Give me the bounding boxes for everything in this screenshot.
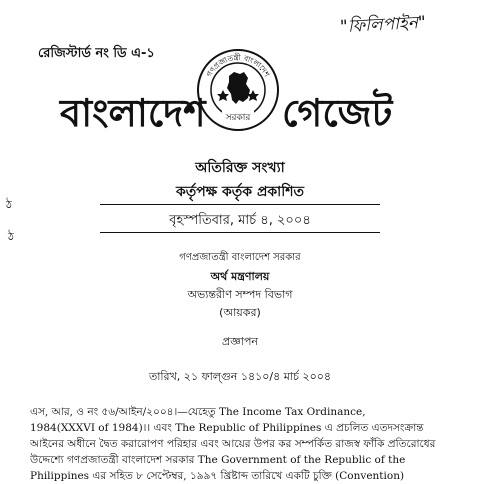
emblem-outer-text: গণপ্রজাতন্ত্রী বাংলাদেশ — [204, 52, 272, 79]
registration-number: রেজিস্টার্ড নং ডি এ-১ — [38, 46, 155, 61]
body-line: উদ্দেশ্যে গণপ্রজাতন্ত্রী বাংলাদেশ সরকার The Government of the Republic of the — [30, 454, 406, 466]
date-bottom-rule — [100, 232, 380, 233]
emblem-bottom-text: সরকার — [225, 113, 251, 123]
margin-mark: ঠ — [8, 230, 14, 243]
notification-body — [30, 404, 450, 484]
ministry-name: অর্থ মন্ত্রণালয় — [210, 270, 270, 283]
body-line: 1984(XXXVI of 1984)।। এবং The Republic of Philippines এ প্রচলিত এতদসংক্রান্ত — [30, 422, 424, 434]
notification-heading: প্রজ্ঞাপন — [222, 335, 258, 348]
bangladesh-emblem-icon — [196, 48, 280, 132]
margin-mark: ঠ — [6, 198, 12, 211]
extra-issue-label: অতিরিক্ত সংখ্যা — [195, 160, 285, 176]
published-by-label: কর্তৃপক্ষ কর্তৃক প্রকাশিত — [175, 184, 305, 200]
handwritten-note: "ফিলিপাইন" — [339, 12, 427, 38]
income-tax-label: (আয়কর) — [219, 306, 261, 319]
body-line: Philippines এর সহিত ৮ সেপ্টেম্বর, ১৯৯৭ খ্রিষ্টাব্দ তারিখে একটি চুক্তি (Convention) — [30, 470, 405, 482]
date-top-rule — [100, 204, 380, 205]
body-line: এস, আর, ও নং ৫৬/আইন/২০০৪।—যেহেতু The Income Tax Ordinance, — [30, 406, 366, 418]
notification-date: তারিখ, ২১ ফাল্গুন ১৪১০/৪ মার্চ ২০০৪ — [148, 370, 332, 383]
government-name: গণপ্রজাতন্ত্রী বাংলাদেশ সরকার — [179, 252, 301, 263]
division-name: অভ্যন্তরীণ সম্পদ বিভাগ — [187, 288, 293, 301]
gazette-title-right: গেজেট — [282, 91, 393, 135]
publish-date: বৃহস্পতিবার, মার্চ ৪, ২০০৪ — [169, 213, 311, 228]
gazette-title-left: বাংলাদেশ — [60, 91, 206, 135]
body-line: আইনের অধীনে দ্বৈত করারোপণ পরিহার এবং আয়ের উপর কর সম্পর্কিত রাজস্ব ফাঁকি প্রতিরোধের — [30, 438, 436, 450]
